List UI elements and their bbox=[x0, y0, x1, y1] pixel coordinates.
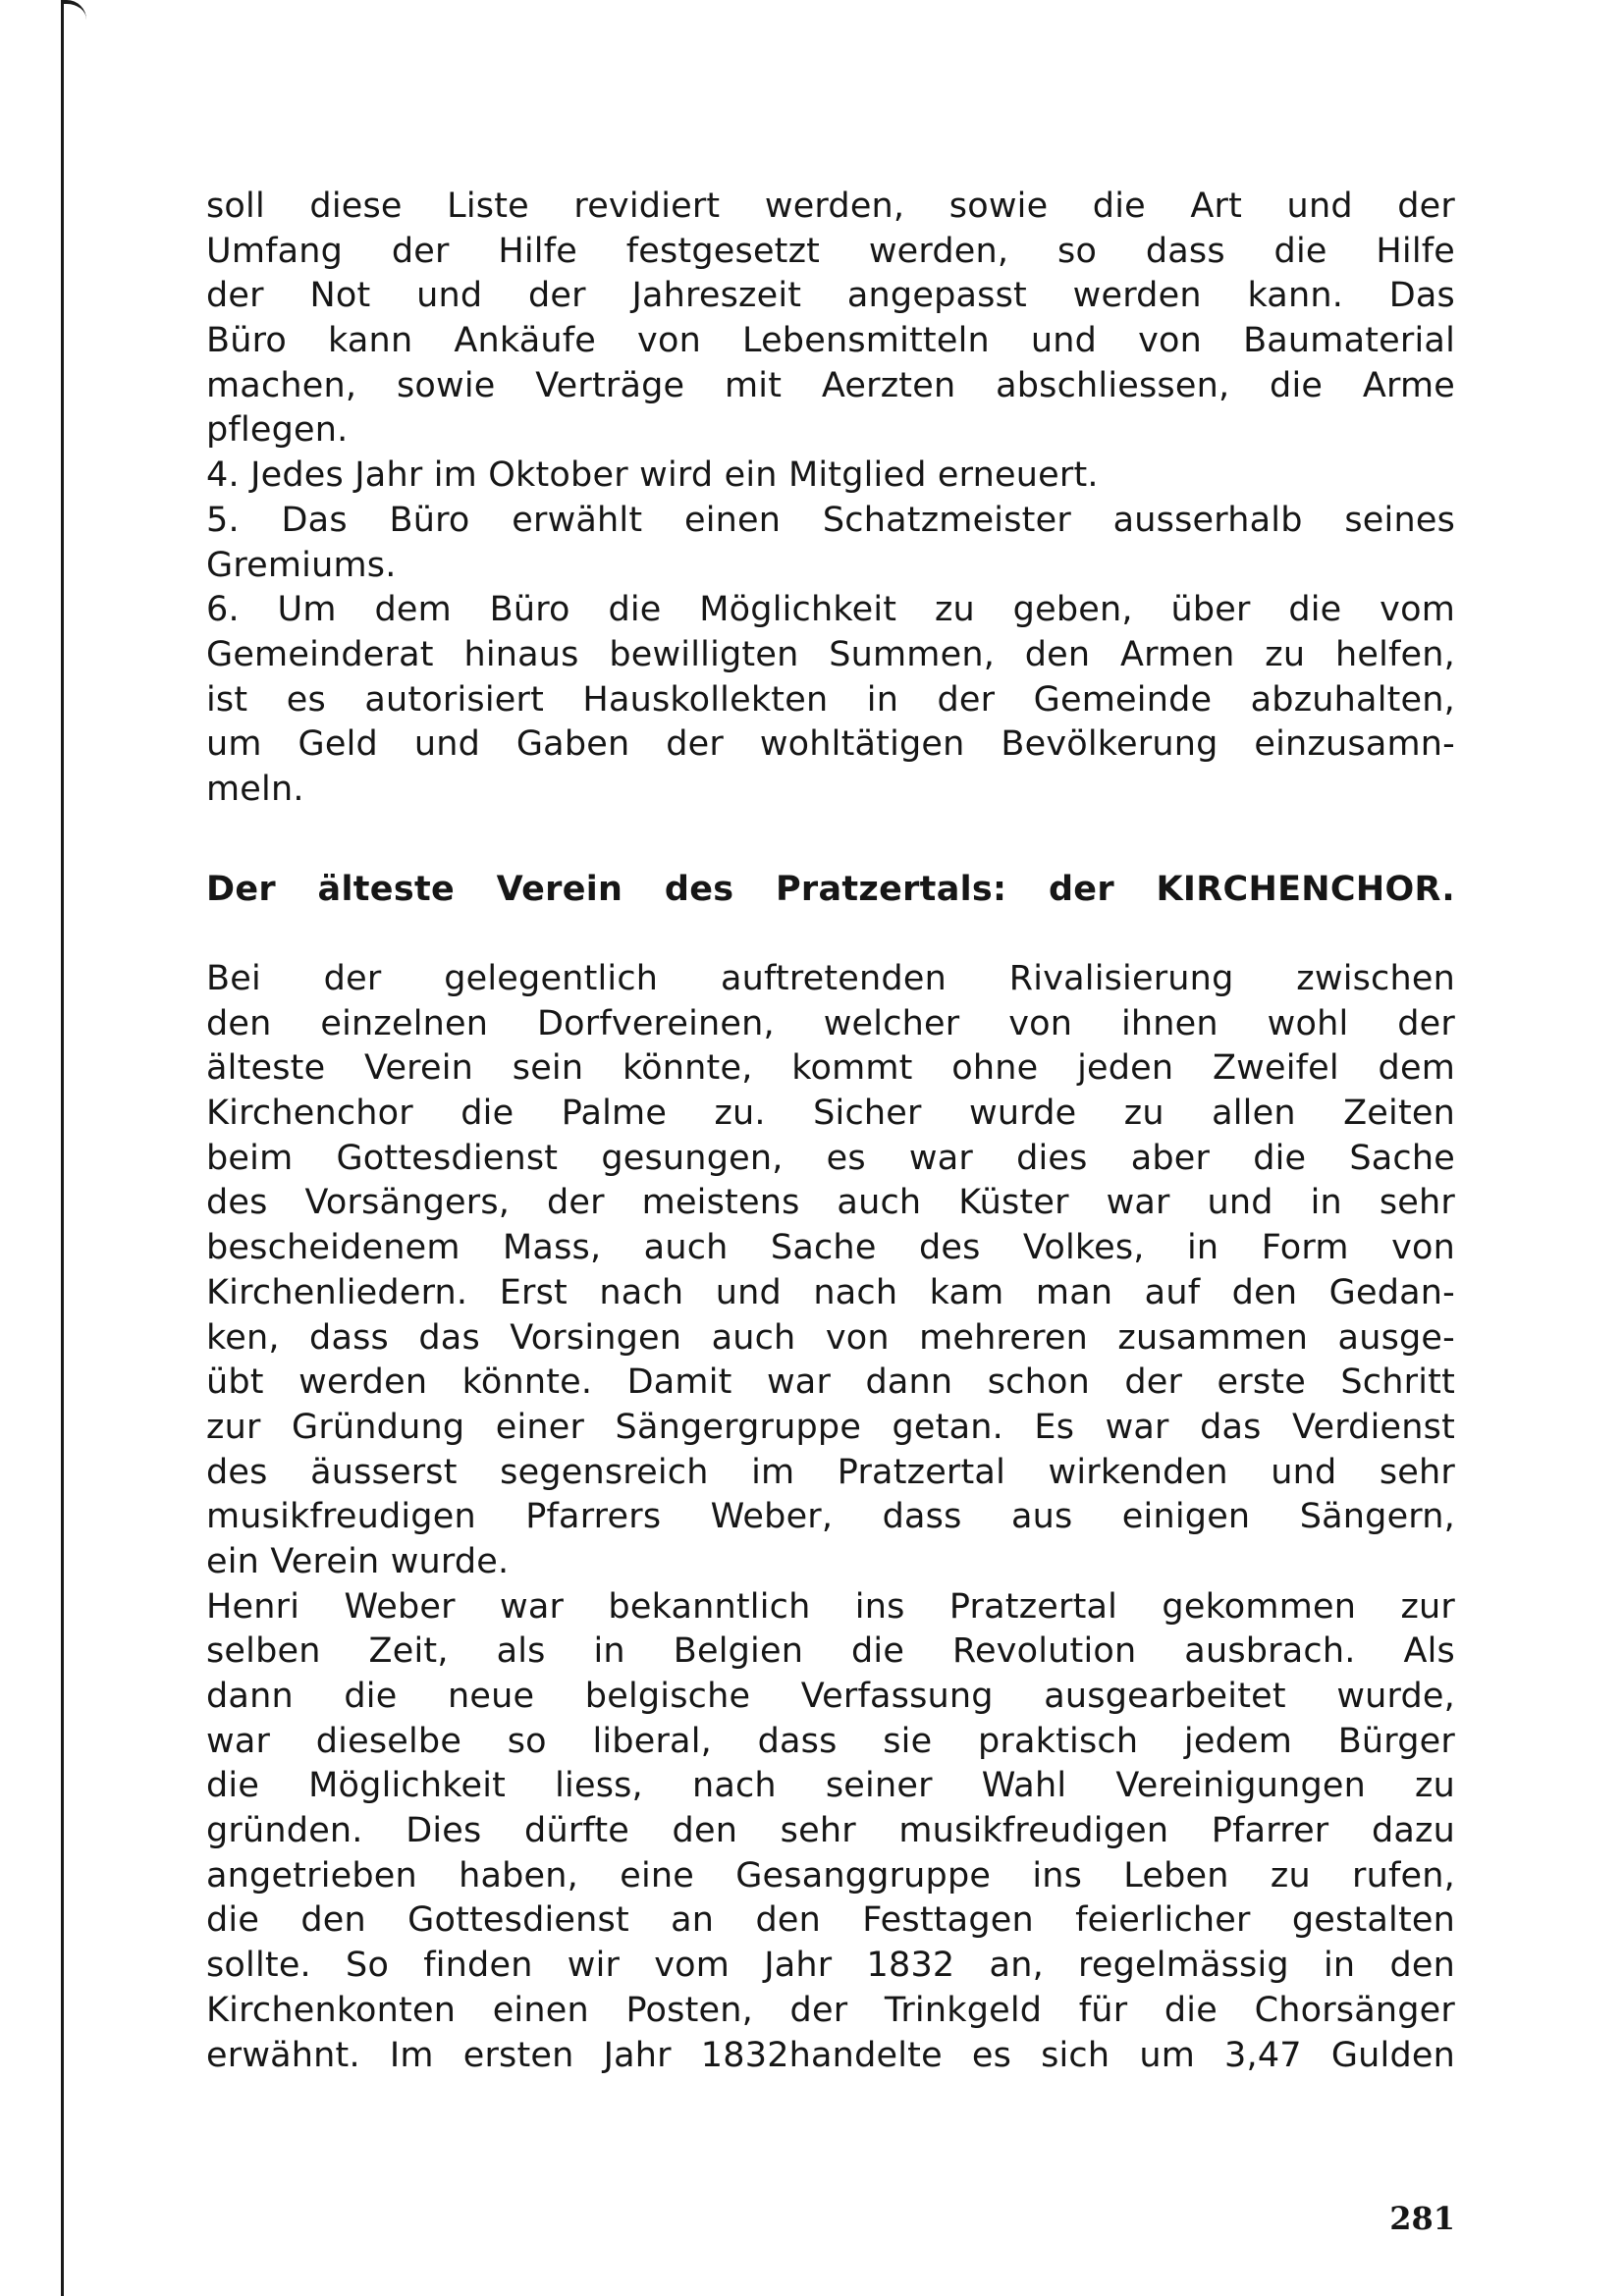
text-line: des Vorsängers, der meistens auch Küster war und in sehr bbox=[206, 1183, 1455, 1223]
text-line: dann die neue belgische Verfassung ausgearbeitet wurde, bbox=[206, 1677, 1455, 1716]
text-line: der Not und der Jahreszeit angepasst werden kann. Das bbox=[206, 276, 1455, 316]
text-line: Bei der gelegentlich auftretenden Rivalisierung zwischen bbox=[206, 959, 1455, 998]
text-line: musikfreudigen Pfarrers Weber, dass aus einigen Sängern, bbox=[206, 1497, 1455, 1537]
page-corner-mark bbox=[61, 0, 86, 20]
text-line: angetrieben haben, eine Gesanggruppe ins Leben zu rufen, bbox=[206, 1855, 1455, 1896]
text-line: älteste Verein sein könnte, kommt ohne jeden Zweifel dem bbox=[206, 1048, 1455, 1089]
paragraph-block-kirchenchor bbox=[206, 957, 1455, 2078]
paragraph-block-regulations bbox=[206, 185, 1455, 813]
text-line: ist es autorisiert Hauskollekten in der Gemeinde abzuhalten, bbox=[206, 679, 1455, 720]
text-line: beim Gottesdienst gesungen, es war dies aber die Sache bbox=[206, 1138, 1455, 1178]
text-line: war dieselbe so liberal, dass sie praktisch jedem Bürger bbox=[206, 1721, 1455, 1761]
text-line: den einzelnen Dorfvereinen, welcher von ihnen wohl der bbox=[206, 1003, 1455, 1043]
text-line: sollte. So finden wir vom Jahr 1832 an, regelmässig in den bbox=[206, 1946, 1455, 1986]
text-line: des äusserst segensreich im Pratzertal wirkenden und sehr bbox=[206, 1452, 1455, 1492]
text-line: Kirchenchor die Palme zu. Sicher wurde zu allen Zeiten bbox=[206, 1094, 1455, 1134]
text-line: Gremiums. bbox=[206, 545, 397, 585]
text-line: ken, dass das Vorsingen auch von mehreren zusammen ausge- bbox=[206, 1317, 1455, 1358]
text-line: erwähnt. Im ersten Jahr 1832handelte es sich um 3,47 Gulden bbox=[206, 2035, 1455, 2075]
text-line: 5. Das Büro erwählt einen Schatzmeister ausserhalb seines bbox=[206, 500, 1455, 540]
text-line: zur Gründung einer Sängergruppe getan. Es war das Verdienst bbox=[206, 1407, 1455, 1447]
text-line: bescheidenem Mass, auch Sache des Volkes, in Form von bbox=[206, 1228, 1455, 1268]
text-line: Henri Weber war bekanntlich ins Pratzertal gekommen zur bbox=[206, 1586, 1455, 1627]
text-line: 6. Um dem Büro die Möglichkeit zu geben, über die vom bbox=[206, 590, 1455, 630]
page-number: 281 bbox=[1389, 2200, 1455, 2237]
text-line: Umfang der Hilfe festgesetzt werden, so dass die Hilfe bbox=[206, 231, 1455, 271]
text-line: übt werden könnte. Damit war dann schon der erste Schritt bbox=[206, 1362, 1455, 1403]
text-line: Kirchenliedern. Erst nach und nach kam man auf den Gedan- bbox=[206, 1272, 1455, 1312]
text-line: 4. Jedes Jahr im Oktober wird ein Mitglied erneuert. bbox=[206, 455, 1099, 496]
text-line: die den Gottesdienst an den Festtagen feierlicher gestalten bbox=[206, 1900, 1455, 1941]
text-line: meln. bbox=[206, 769, 304, 809]
text-line: ein Verein wurde. bbox=[206, 1541, 510, 1581]
section-heading: Der älteste Verein des Pratzertals: der KIRCHENCHOR. bbox=[206, 870, 1455, 909]
text-line: Büro kann Ankäufe von Lebensmitteln und von Baumaterial bbox=[206, 321, 1455, 361]
text-line: pflegen. bbox=[206, 410, 349, 451]
text-line: Kirchenkonten einen Posten, der Trinkgeld für die Chorsänger bbox=[206, 1990, 1455, 2030]
text-line: gründen. Dies dürfte den sehr musikfreudigen Pfarrer dazu bbox=[206, 1811, 1455, 1851]
text-line: um Geld und Gaben der wohltätigen Bevölkerung einzusamn- bbox=[206, 724, 1455, 765]
text-line: machen, sowie Verträge mit Aerzten abschliessen, die Arme bbox=[206, 365, 1455, 405]
text-line: die Möglichkeit liess, nach seiner Wahl Vereinigungen zu bbox=[206, 1766, 1455, 1806]
text-line: soll diese Liste revidiert werden, sowie die Art und der bbox=[206, 187, 1455, 226]
text-line: selben Zeit, als in Belgien die Revolution ausbrach. Als bbox=[206, 1631, 1455, 1672]
text-line: Gemeinderat hinaus bewilligten Summen, den Armen zu helfen, bbox=[206, 634, 1455, 674]
page-edge-line bbox=[61, 0, 64, 2296]
